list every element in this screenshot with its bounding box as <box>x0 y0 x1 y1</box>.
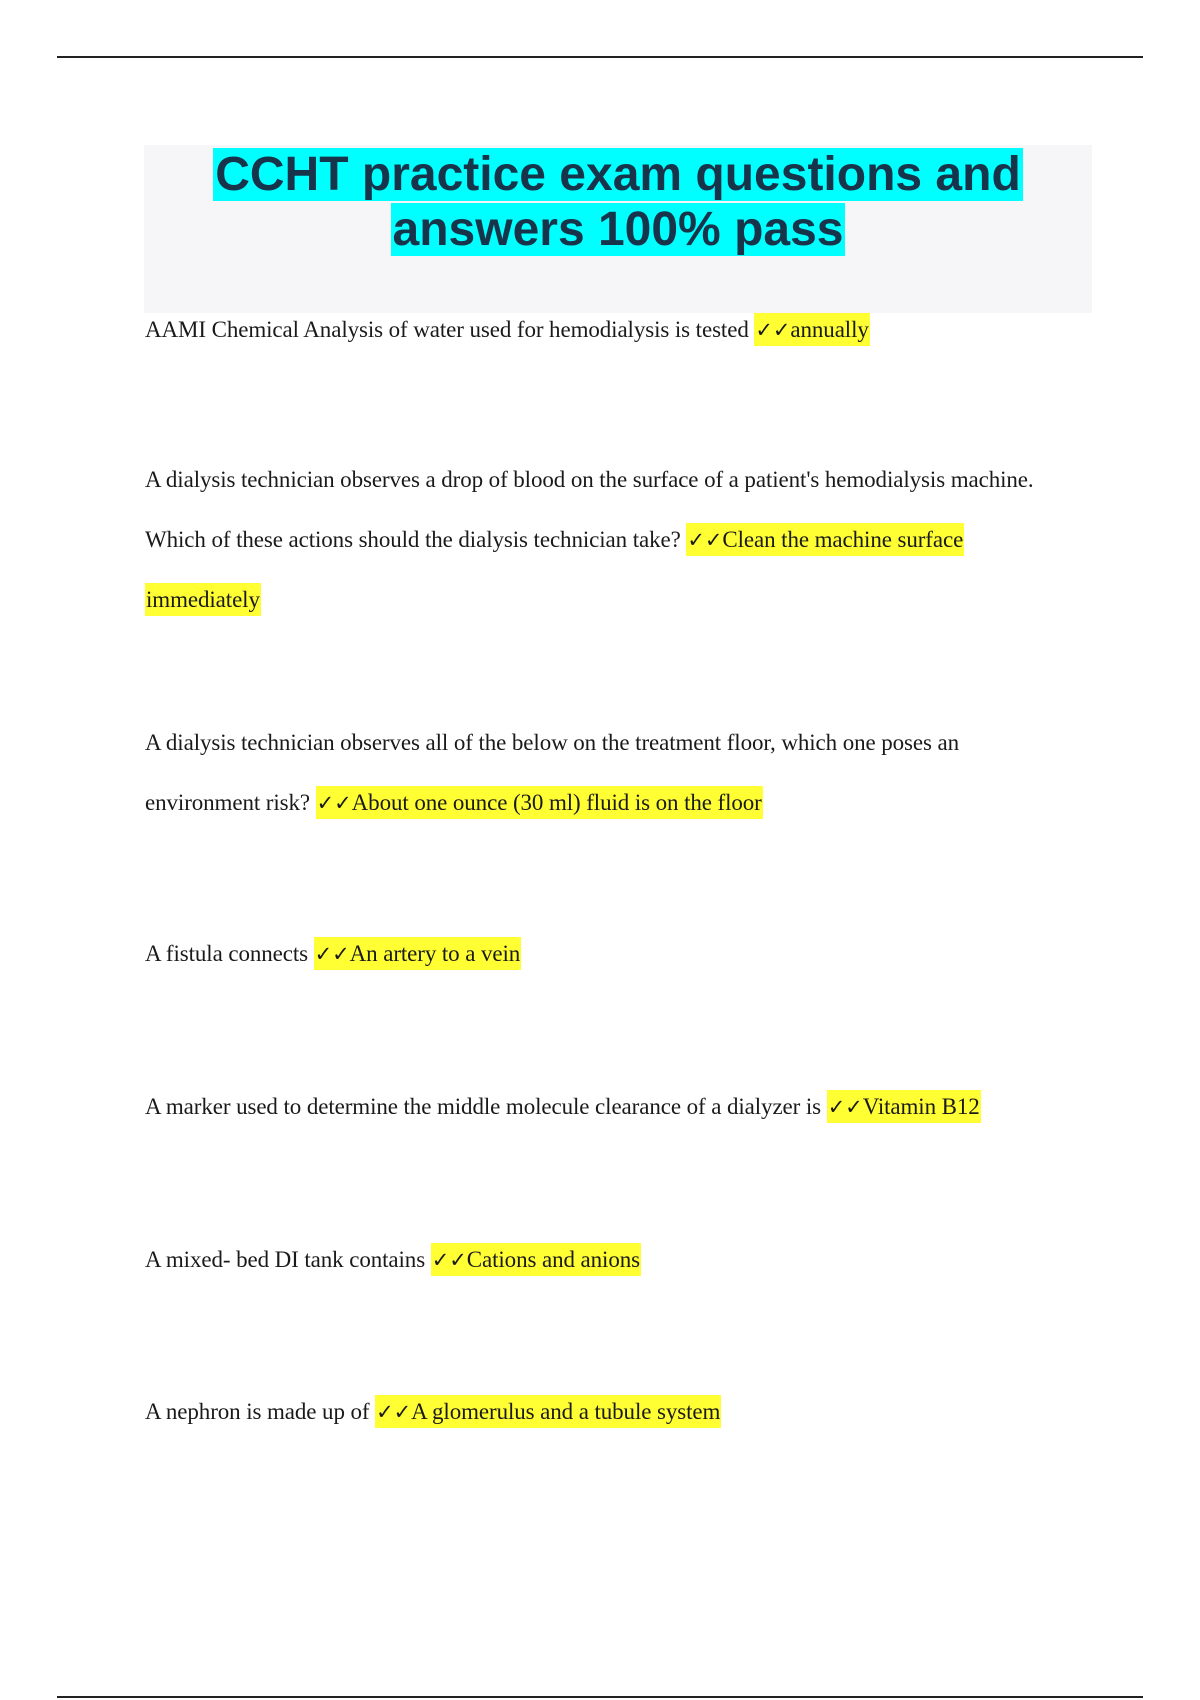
answer-text: A glomerulus and a tubule system <box>411 1399 721 1424</box>
qa-item-6 <box>145 1230 1065 1290</box>
question-text: A nephron is made up of <box>145 1399 370 1424</box>
question-text: A dialysis technician observes a drop of blood on the surface of a patient's hemodialysis machine. Which of these actions should the dialysis technician take? <box>145 467 1034 552</box>
answer-highlight <box>827 1090 981 1123</box>
answer-text: annually <box>790 317 869 342</box>
question-text: AAMI Chemical Analysis of water used for hemodialysis is tested <box>145 317 749 342</box>
answer-highlight <box>375 1395 721 1428</box>
answer-text: Clean the machine surface immediately <box>146 527 964 612</box>
check-icon: ✓✓ <box>314 942 350 966</box>
check-icon: ✓✓ <box>316 791 352 815</box>
qa-item-7 <box>145 1382 1065 1442</box>
question-text: A fistula connects <box>145 941 308 966</box>
answer-highlight <box>316 786 763 819</box>
answer-highlight <box>314 937 522 970</box>
question-text: A marker used to determine the middle molecule clearance of a dialyzer is <box>145 1094 822 1119</box>
check-icon: ✓✓ <box>687 528 723 552</box>
check-icon: ✓✓ <box>376 1400 412 1424</box>
answer-text: About one ounce (30 ml) fluid is on the floor <box>351 790 762 815</box>
document-title-text: CCHT practice exam questions and answers 100% pass <box>215 148 1021 256</box>
qa-item-2 <box>145 450 1065 630</box>
qa-item-1 <box>145 300 1065 360</box>
answer-highlight <box>754 313 869 346</box>
footer-rule <box>57 1696 1143 1698</box>
check-icon: ✓✓ <box>827 1095 863 1119</box>
question-text: A mixed- bed DI tank contains <box>145 1247 426 1272</box>
qa-item-5 <box>145 1077 1065 1137</box>
title-block <box>144 145 1092 313</box>
qa-item-3 <box>145 713 1065 833</box>
check-icon: ✓✓ <box>431 1248 467 1272</box>
answer-text: Vitamin B12 <box>862 1094 980 1119</box>
document-title <box>144 145 1092 257</box>
answer-text: An artery to a vein <box>349 941 521 966</box>
answer-highlight <box>431 1243 641 1276</box>
question-text: A dialysis technician observes all of the below on the treatment floor, which one poses an environment risk? <box>145 730 960 815</box>
answer-text: Cations and anions <box>466 1247 640 1272</box>
qa-item-4 <box>145 924 1065 984</box>
check-icon: ✓✓ <box>755 318 791 342</box>
header-rule <box>57 56 1143 58</box>
